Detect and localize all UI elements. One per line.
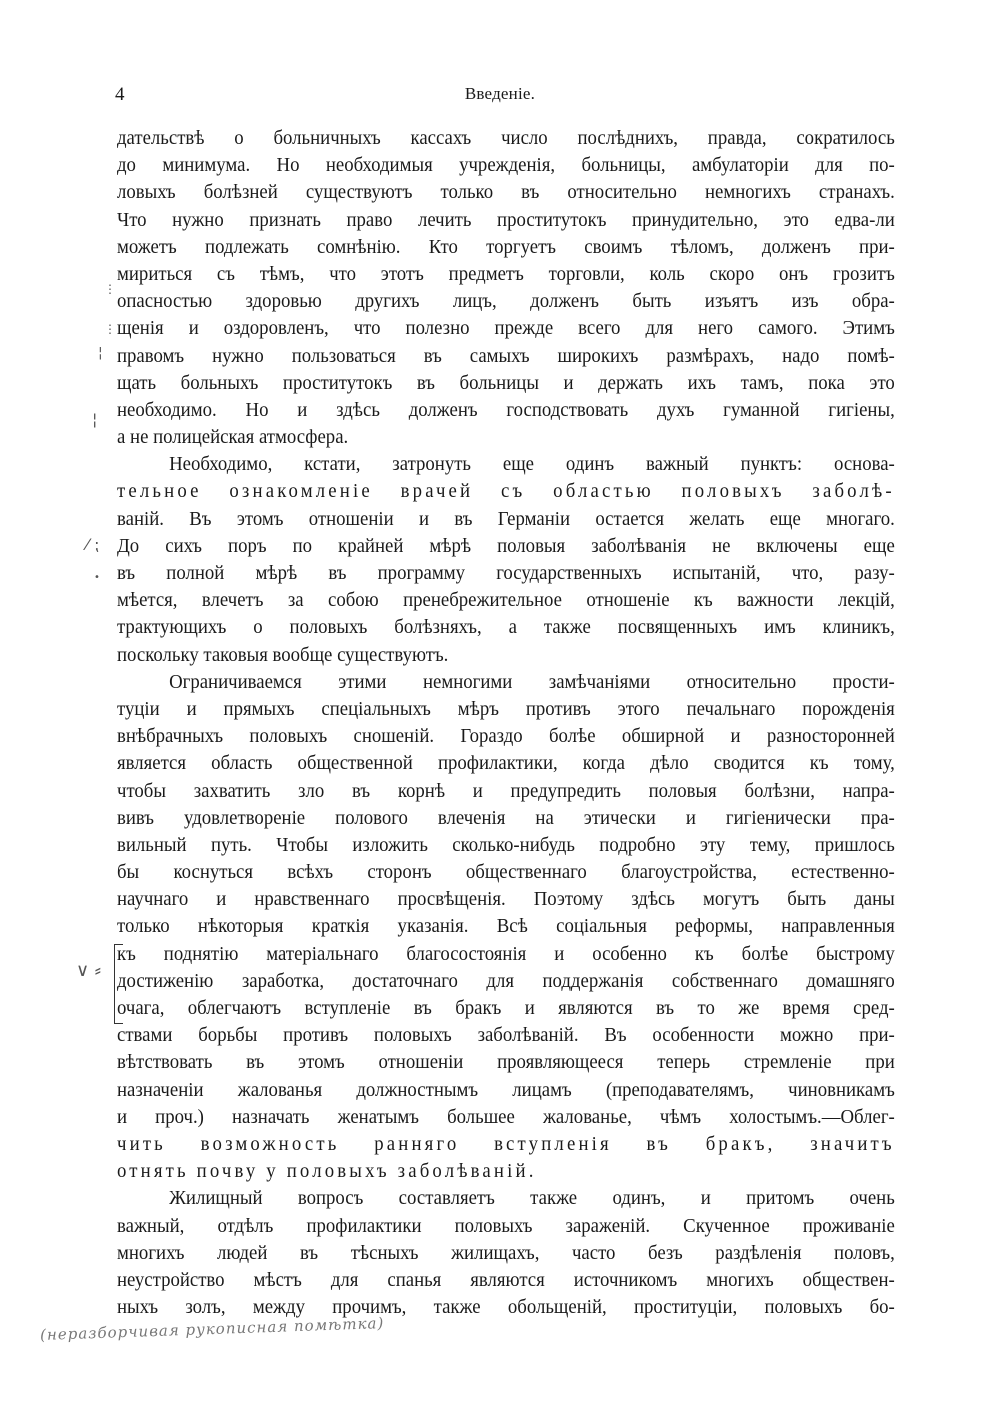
margin-pencil-mark: ⁄ ⁏ bbox=[86, 535, 100, 554]
text-line: Жилищный вопросъ составляетъ также одинъ, и притомъ очень bbox=[169, 1187, 895, 1210]
text-line: До сихъ поръ по крайней мѣрѣ половыя заболѣванія не включены еще bbox=[117, 534, 895, 557]
text-line: туціи и прямыхъ спеціальныхъ мѣръ противъ этого печальнаго порожденія bbox=[117, 697, 895, 720]
text-line: мѣется, влечетъ за собою пренебрежительное отношеніе къ важности лекцій, bbox=[117, 589, 895, 612]
text-line: опасностью здоровью другихъ лицъ, долженъ быть изъятъ изъ обра- bbox=[117, 290, 895, 313]
margin-tick-mark: ⋮ bbox=[104, 282, 116, 296]
text-line: а не полицейская атмосфера. bbox=[117, 426, 349, 449]
text-line: только нѣкоторыя краткія указанія. Всѣ соціальныя реформы, направленныя bbox=[117, 915, 895, 938]
text-line: достиженію заработка, достаточнаго для поддержанія собственнаго домашняго bbox=[117, 969, 895, 992]
running-title: Введеніе. bbox=[464, 84, 536, 103]
text-line: чить возможность ранняго вступленія въ бракъ, значитъ bbox=[117, 1132, 895, 1155]
margin-tick-mark: ⋮ bbox=[104, 322, 116, 336]
text-line: ловыхъ болѣзней существуютъ только въ относительно немногихъ странахъ. bbox=[117, 181, 895, 204]
text-line: Ограничиваемся этими немногими замѣчаніями относительно прости- bbox=[169, 670, 895, 693]
text-line: мириться съ тѣмъ, что этотъ предметъ торговли, коль скоро онъ грозитъ bbox=[117, 262, 895, 285]
margin-dot-mark: • bbox=[94, 572, 100, 583]
text-line: необходимо. Но и здѣсь долженъ господствовать духъ гуманной гигіены, bbox=[117, 398, 895, 421]
text-line: бы коснуться всѣхъ сторонъ общественнаго благоустройства, естественно- bbox=[117, 861, 895, 884]
text-line: многихъ людей въ тѣсныхъ жилищахъ, часто безъ раздѣленія половъ, bbox=[117, 1241, 895, 1264]
handwritten-note: (неразборчивая рукописная помѣтка) bbox=[39, 1313, 385, 1345]
text-line: отнять почву у половыхъ заболѣваній. bbox=[117, 1160, 537, 1183]
text-line: въ полной мѣрѣ въ программу государственныхъ испытаній, что, разу- bbox=[117, 562, 895, 584]
text-line: чтобы захватить зло въ корнѣ и предупредить половыя болѣзни, напра- bbox=[117, 779, 895, 802]
margin-tick-mark: ¦ bbox=[98, 345, 103, 361]
text-line: является область общественной профилактики, когда дѣло сводится къ тому, bbox=[117, 752, 895, 775]
text-line: неустройство мѣстъ для спанья являются источникомъ многихъ обществен- bbox=[117, 1268, 895, 1291]
text-line: можетъ подлежать сомнѣнію. Кто торгуетъ своимъ тѣломъ, долженъ при- bbox=[117, 235, 895, 258]
text-line: вильный путь. Чтобы изложить сколько-нибудь подробно эту тему, пришлось bbox=[117, 833, 895, 856]
text-line: Что нужно признать право лечить проститутокъ принудительно, это едва-ли bbox=[117, 208, 895, 231]
text-line: очага, облегчаютъ вступленіе въ бракъ и являются въ то же время сред- bbox=[117, 997, 895, 1019]
text-line: научнаго и нравственнаго просвѣщенія. Поэтому здѣсь могутъ быть даны bbox=[117, 888, 895, 911]
text-line: назначеніи жалованья должностнымъ лицамъ (преподавателямъ, чиновникамъ bbox=[117, 1078, 895, 1101]
text-line: трактующихъ о половыхъ болѣзняхъ, а также посвященныхъ имъ клиникъ, bbox=[117, 616, 895, 639]
text-line: вивъ удовлетвореніе полового влеченія на этически и гигіенически пра- bbox=[117, 806, 895, 829]
margin-bracket bbox=[114, 944, 123, 1024]
page-body bbox=[117, 125, 895, 1321]
text-line: и проч.) назначать женатымъ большее жалованье, чѣмъ холостымъ.—Облег- bbox=[117, 1105, 895, 1128]
margin-pencil-mark: ∨ ⸗ bbox=[76, 960, 101, 981]
text-line: дательствѣ о больничныхъ кассахъ число послѣднихъ, правда, сократилось bbox=[117, 127, 895, 149]
text-line: щать больныхъ проститутокъ въ больницы и держать ихъ тамъ, пока это bbox=[117, 371, 895, 394]
text-line: до минимума. Но необходимыя учрежденія, больницы, амбулаторіи для по- bbox=[117, 154, 895, 177]
text-line: внѣбрачныхъ половыхъ сношеній. Гораздо болѣе обширной и разносторонней bbox=[117, 725, 895, 748]
page-number: 4 bbox=[115, 84, 125, 105]
text-line: ныхъ золъ, между прочимъ, также обольщеній, проституціи, половыхъ бо- bbox=[117, 1296, 895, 1319]
text-line: къ поднятію матеріальнаго благосостоянія и особенно къ болѣе быстрому bbox=[117, 942, 895, 965]
text-line: Необходимо, кстати, затронуть еще одинъ важный пунктъ: основа- bbox=[169, 453, 895, 476]
text-line: поскольку таковыя вообще существуютъ. bbox=[117, 643, 449, 666]
text-line: вѣтствовать въ этомъ отношеніи проявляющееся теперь стремленіе при bbox=[117, 1051, 895, 1074]
text-line: ваній. Въ этомъ отношеніи и въ Германіи остается желать еще многаго. bbox=[117, 507, 895, 530]
text-line: правомъ нужно пользоваться въ самыхъ широкихъ размѣрахъ, надо помѣ- bbox=[117, 344, 895, 367]
text-line: тельное ознакомленіе врачей съ областью половыхъ заболѣ- bbox=[117, 480, 895, 503]
text-line: щенія и оздоровленъ, что полезно прежде всего для него самого. Этимъ bbox=[117, 317, 895, 340]
text-line: ствами борьбы противъ половыхъ заболѣваній. Въ особенности можно при- bbox=[117, 1024, 895, 1047]
margin-tick-mark: ¦ bbox=[92, 410, 98, 429]
text-line: важный, отдѣлъ профилактики половыхъ зараженій. Скученное проживаніе bbox=[117, 1214, 895, 1237]
